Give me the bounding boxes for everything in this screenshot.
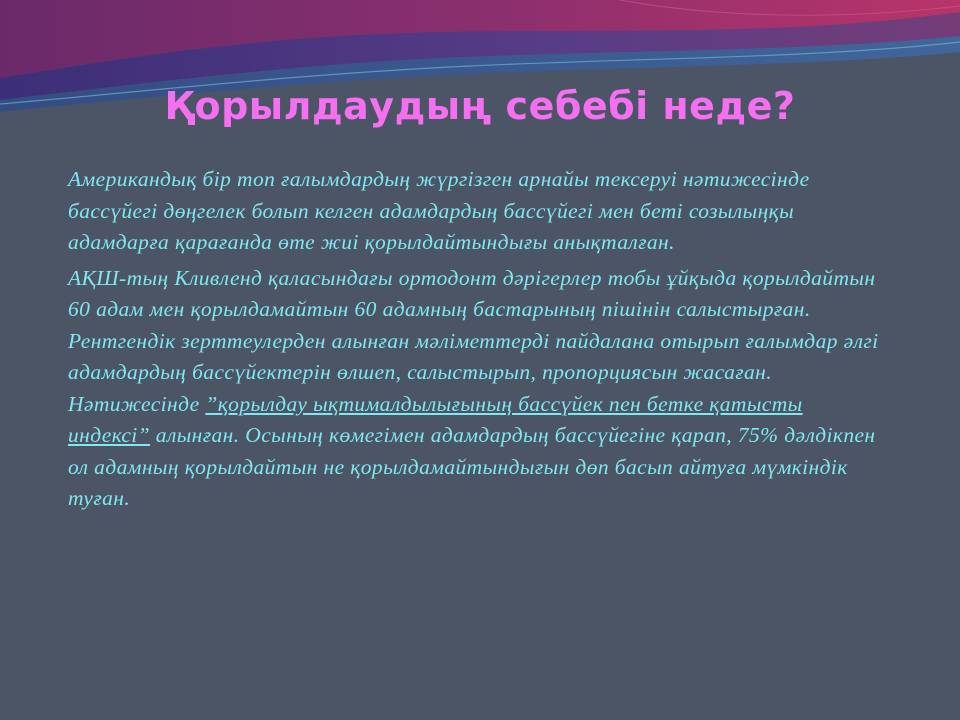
slide-body xyxy=(68,164,888,519)
slide-title: Қорылдаудың себебі неде? xyxy=(164,84,796,128)
paragraph-2-text-before: АҚШ-тың Кливленд қаласындағы ортодонт дәрігерлер тобы ұйқыда қорылдайтын 60 адам мен қорылдамайтын 60 адамның бастарының пішінін салыстырған. Рентгендік зерттеулерден алынған мәліметтерді пайдалана отырып ғалымдар әлгі адамдардың бассүйектерін өлшеп, салыстырып, пропорциясын жасаған. Нәтижесінде xyxy=(68,265,879,416)
snoring-index-link[interactable]: ”қорылдау ықтималдылығының бассүйек пен бетке қатысты индексі” xyxy=(68,391,803,447)
paragraph-2-text-after: алынған. Осының көмегімен адамдардың бассүйегіне қарап, 75% дәлдікпен ол адамның қорылдайтын не қорылдамайтындығын дөп басып айтуға мүмкіндік туған. xyxy=(68,423,876,510)
paragraph-1: Американдық бір топ ғалымдардың жүргізген арнайы тексеруі нәтижесінде бассүйегі дөңгелек болып келген адамдардың бассүйегі мен беті созылыңқы адамдарға қарағанда өте жиі қорылдайтындығы анықталған. xyxy=(68,167,810,254)
paragraph-2 xyxy=(68,263,888,515)
